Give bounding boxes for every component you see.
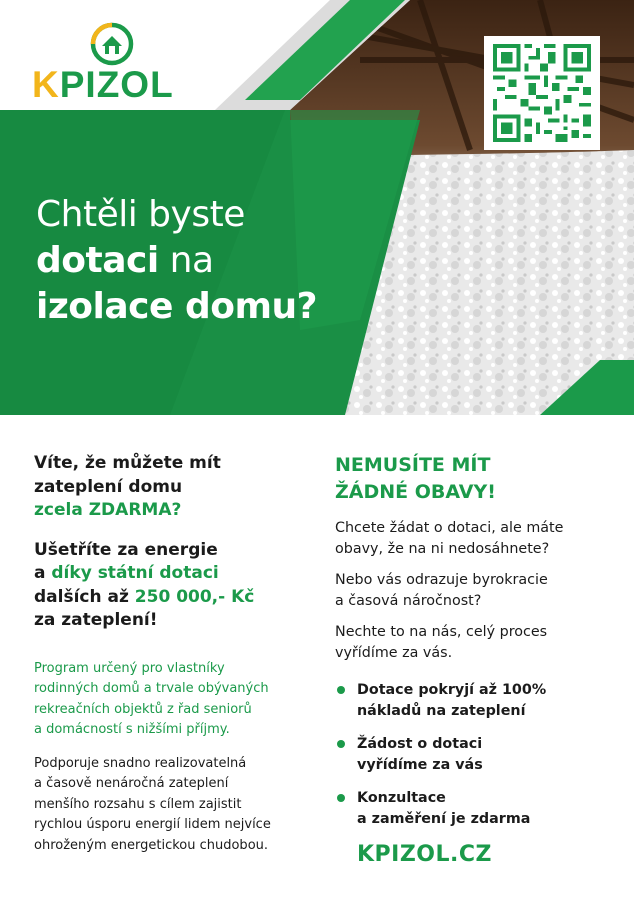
qr-code[interactable]	[484, 36, 600, 150]
savings-line-4: za zateplení!	[34, 610, 158, 630]
list-item	[335, 734, 615, 776]
support-line: menšího rozsahu s cílem zajistit	[34, 796, 242, 812]
support-line: rychlou úsporu energií lidem nejvíce	[34, 817, 271, 832]
question-block	[34, 452, 324, 523]
title-line-1: NEMUSÍTE MÍT	[335, 454, 491, 476]
title-line-2: ŽÁDNÉ OBAVY!	[335, 481, 496, 503]
savings-line-3a: dalších až	[34, 586, 135, 607]
headline-line-1: Chtěli byste	[36, 194, 245, 235]
paragraph-line: Chcete žádat o dotaci, ale máte	[335, 520, 564, 536]
brand-k: K	[32, 64, 60, 105]
program-line: rekreačních objektů z řad seniorů	[34, 701, 252, 717]
benefit-line-2: nákladů na zateplení	[357, 703, 526, 719]
left-column	[34, 452, 324, 856]
support-line: ohroženým energetickou chudobou.	[34, 837, 269, 853]
paragraph-3	[335, 622, 615, 664]
benefit-line-2: a zaměření je zdarma	[357, 811, 531, 827]
no-worries-title	[335, 452, 615, 506]
support-line: a časově nenáročná zateplení	[34, 776, 229, 791]
qr-code-icon	[492, 44, 592, 142]
benefits-list	[335, 680, 615, 830]
bullet-dot-icon	[337, 740, 345, 748]
paragraph-line: Nebo vás odrazuje byrokracie	[335, 572, 548, 588]
paragraph-line: a časová náročnost?	[335, 593, 482, 609]
headline-bold-word: dotaci	[36, 240, 159, 281]
benefit-line-1: Žádost o dotaci	[357, 736, 483, 752]
savings-line-2b: díky státní dotaci	[51, 563, 219, 583]
bullet-dot-icon	[337, 794, 345, 802]
program-line: Program určený pro vlastníky	[34, 660, 225, 676]
website-link[interactable]: KPIZOL.CZ	[357, 842, 492, 867]
paragraph-1	[335, 518, 615, 560]
paragraph-line: vyřídíme za vás.	[335, 645, 453, 661]
hero-headline	[36, 192, 416, 330]
paragraph-line: obavy, že na ni nedosáhnete?	[335, 541, 550, 557]
program-description	[34, 659, 324, 741]
support-description	[34, 754, 324, 857]
benefit-line-1: Konzultace	[357, 790, 446, 806]
bullet-dot-icon	[337, 686, 345, 694]
hero-banner	[0, 0, 634, 415]
savings-line-2a: a	[34, 563, 52, 583]
house-circle-icon	[90, 22, 134, 66]
program-line: rodinných domů a trvale obývaných	[34, 681, 269, 696]
question-line-3: zcela ZDARMA?	[34, 500, 182, 520]
brand-rest: PIZOL	[59, 64, 174, 105]
savings-block	[34, 539, 324, 633]
list-item	[335, 788, 615, 830]
benefit-line-1: Dotace pokryjí až 100%	[357, 682, 547, 698]
paragraph-line: Nechte to na nás, celý proces	[335, 624, 548, 640]
question-line-1: Víte, že můžete mít	[34, 453, 221, 473]
list-item	[335, 680, 615, 722]
paragraph-2	[335, 570, 615, 612]
headline-line-3: izolace domu?	[36, 286, 317, 327]
program-line: a domácností s nižšími příjmy.	[34, 722, 230, 737]
kpizol-logo[interactable]	[32, 22, 192, 105]
savings-amount: 250 000,- Kč	[134, 586, 255, 607]
question-line-2: zateplení domu	[34, 476, 183, 497]
savings-line-1: Ušetříte za energie	[34, 539, 218, 560]
right-column	[335, 452, 615, 867]
headline-line-2-rest: na	[158, 240, 214, 281]
benefit-line-2: vyřídíme za vás	[357, 757, 483, 773]
brand-wordmark	[32, 66, 174, 103]
support-line: Podporuje snadno realizovatelná	[34, 755, 247, 771]
